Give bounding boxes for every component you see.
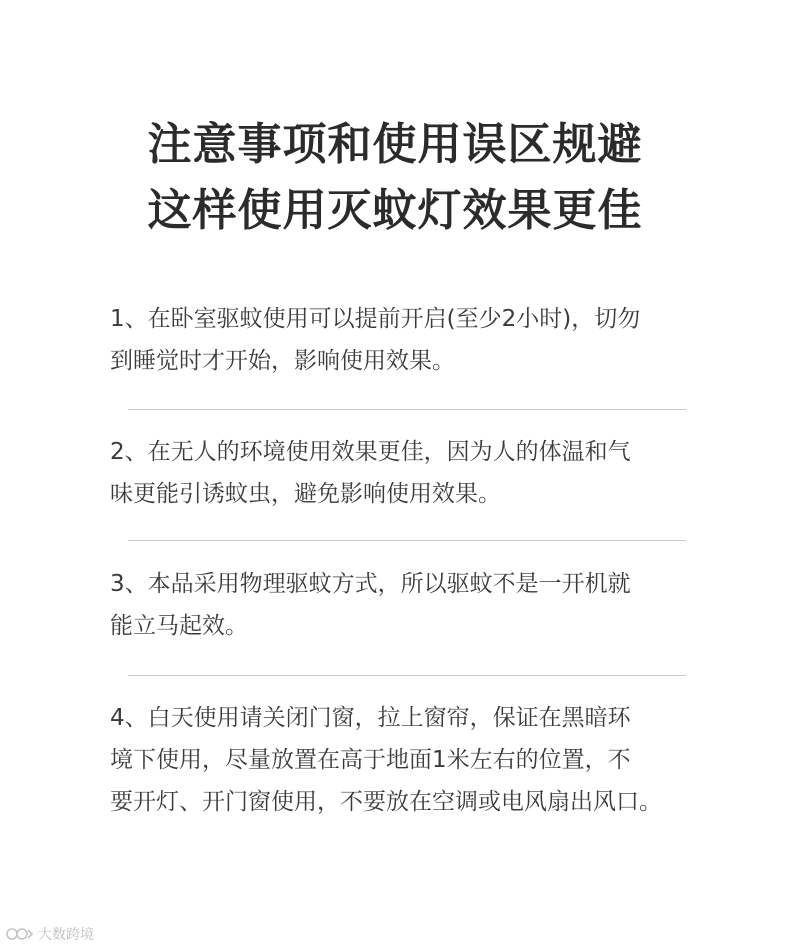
note-item-1 [110,298,700,382]
watermark [6,924,94,944]
divider [128,409,686,410]
note-item-2 [110,431,700,515]
title-line-2: 这样使用灭蚊灯效果更佳 [147,185,643,236]
note-line: 4、白天使用请关闭门窗，拉上窗帘，保证在黑暗环 [110,705,631,731]
logo-icon [6,927,34,941]
note-line: 境下使用，尽量放置在高于地面1米左右的位置，不 [110,747,631,773]
note-line: 1、在卧室驱蚊使用可以提前开启(至少2小时)，切勿 [110,306,641,332]
note-line: 要开灯、开门窗使用，不要放在空调或电风扇出风口。 [110,789,662,815]
note-line: 2、在无人的环境使用效果更佳，因为人的体温和气 [110,439,631,465]
divider [128,675,686,676]
note-line: 3、本品采用物理驱蚊方式，所以驱蚊不是一开机就 [110,571,631,597]
note-item-3 [110,563,700,647]
note-item-4 [110,697,700,823]
note-line: 到睡觉时才开始，影响使用效果。 [110,348,455,374]
note-line: 味更能引诱蚊虫，避免影响使用效果。 [110,481,501,507]
divider [128,540,686,541]
page-title [0,112,790,244]
watermark-text: 大数跨境 [38,927,94,943]
title-line-1: 注意事项和使用误区规避 [147,119,643,170]
note-line: 能立马起效。 [110,613,248,639]
